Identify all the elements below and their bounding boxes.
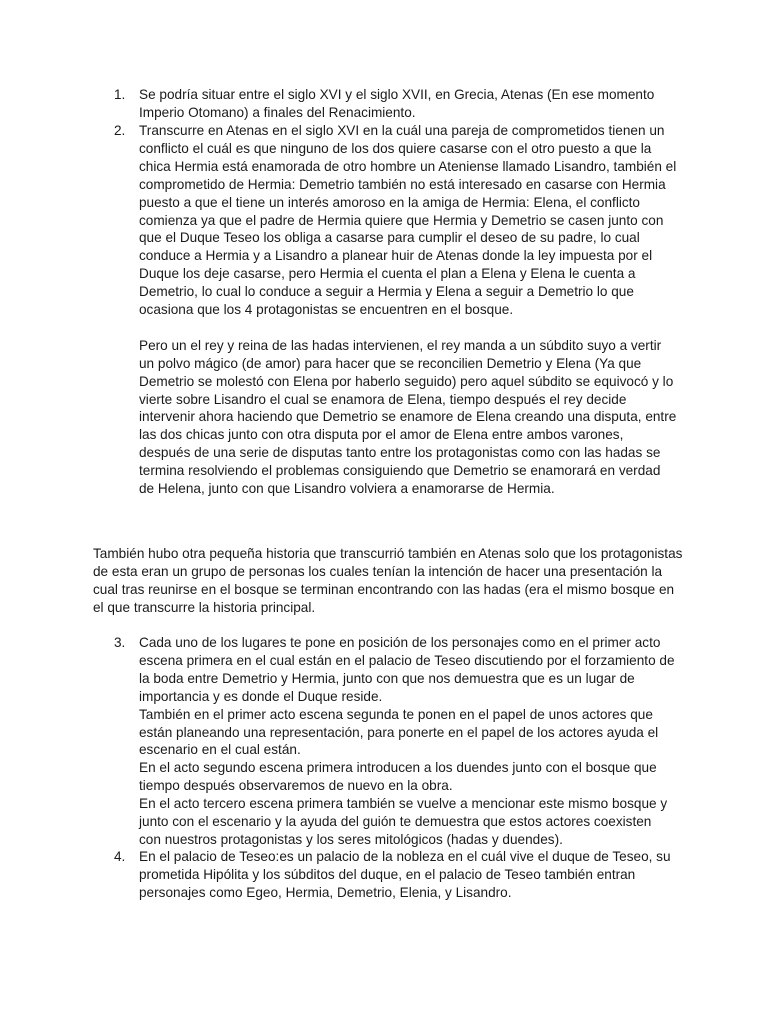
body-paragraph: También hubo otra pequeña historia que transcurrió también en Atenas solo que los protagonistas de esta eran un grupo de personas los cuales tenían la intención de hacer una presentación la cual tras reunirse en el bosque se terminan encontrando con las hadas (era el mismo bosque en el que transcurre la historia principal. [93, 546, 683, 615]
item-paragraph: También en el primer acto escena segunda te ponen en el papel de unos actores que están planeando una representación, para ponerte en el papel de los actores ayuda el escenario en el cual están. [139, 706, 659, 758]
item-paragraph: En el acto segundo escena primera introducen a los duendes junto con el bosque que tiempo después observaremos de nuevo en la obra. [139, 760, 657, 794]
list-item-2 [114, 122, 677, 498]
item-paragraph: Cada uno de los lugares te pone en posición de los personajes como en el primer acto escena primera en el cual están en el palacio de Teseo discutiendo por el forzamiento de la boda entre Demetrio y Hermia, junto con que nos demuestra que es un lugar de importancia y es donde el Duque reside. [139, 635, 675, 704]
list-item-4 [114, 848, 677, 902]
item-paragraph: Se podría situar entre el siglo XVI y el siglo XVII, en Grecia, Atenas (En ese momento Imperio Otomano) a finales del Renacimiento. [139, 87, 655, 120]
item-paragraph: Pero un el rey y reina de las hadas intervienen, el rey manda a un súbdito suyo a vertir un polvo mágico (de amor) para hacer que se reconcilien Demetrio y Elena (Ya que Demetrio se molestó con Elena por haberlo seguido) pero aquel súbdito se equivocó y lo vierte sobre Lisandro el cual se enamora de Elena, tiempo después el rey decide intervenir ahora haciendo que Demetrio se enamore de Elena creando una disputa, entre las dos chicas junto con otra disputa por el amor de Elena entre ambos varones, después de una serie de disputas tanto entre los protagonistas como con las hadas se termina resolviendo el problemas consiguiendo que Demetrio se enamorará en verdad de Helena, junto con que Lisandro volviera a enamorarse de Hermia. [139, 337, 677, 497]
item-paragraph: En el palacio de Teseo:es un palacio de la nobleza en el cuál vive el duque de Teseo, su prometida Hipólita y los súbditos del duque, en el palacio de Teseo también entran personajes como Egeo, Hermia, Demetrio, Elenia, y Lisandro. [139, 849, 671, 900]
item-paragraph: Transcurre en Atenas en el siglo XVI en la cuál una pareja de comprometidos tienen un conflicto el cuál es que ninguno de los dos quiere casarse con el otro puesto a que la chica Hermia está enamorada de otro hombre un Ateniense llamado Lisandro, también el comprometido de Hermia: Demetrio también no está interesado en casarse con Hermia puesto a que el tiene un interés amoroso en la amiga de Hermia: Elena, el conflicto comienza ya que el padre de Hermia quiere que Hermia y Demetrio se casen junto con que el Duque Teseo los obliga a casarse para cumplir el deseo de su padre, lo cual conduce a Hermia y a Lisandro a planear huir de Atenas donde la ley impuesta por el Duque los deje casarse, pero Hermia el cuenta el plan a Elena y Elena le cuenta a Demetrio, lo cual lo conduce a seguir a Hermia y Elena a seguir a Demetrio lo que ocasiona que los 4 protagonistas se encuentren en el bosque. [139, 123, 677, 318]
list-item-1 [114, 86, 677, 122]
list-number: 4. [114, 849, 126, 864]
list-number: 3. [114, 635, 126, 650]
list-number: 1. [114, 87, 126, 102]
list-number: 2. [114, 123, 126, 138]
item-paragraph: En el acto tercero escena primera también se vuelve a mencionar este mismo bosque y junto con el escenario y la ayuda del guión te demuestra que estos actores coexisten con nuestros protagonistas y los seres mitológicos (hadas y duendes). [139, 796, 668, 847]
list-item-3 [114, 634, 677, 849]
